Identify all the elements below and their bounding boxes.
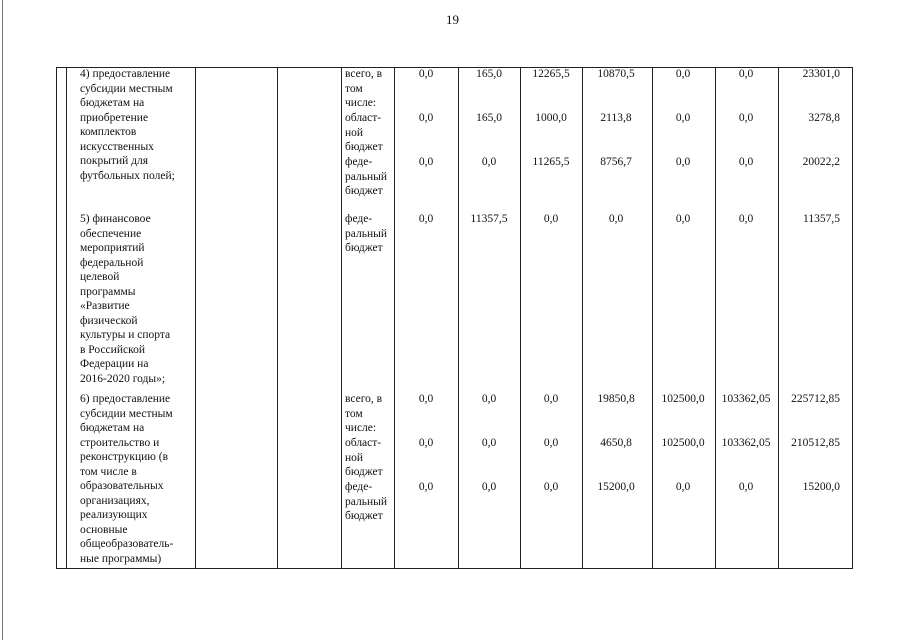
- funding-source-line: бюджет: [345, 185, 383, 197]
- funding-value: 15200,0: [597, 481, 635, 493]
- funding-value: 0,0: [738, 68, 754, 80]
- funding-value: 0,0: [418, 68, 434, 80]
- description-line: субсидии местным: [80, 407, 173, 420]
- funding-source-line: числе:: [345, 422, 377, 434]
- funding-value: 0,0: [418, 156, 434, 168]
- funding-source-line: бюджет: [345, 466, 383, 478]
- description-line: покрытий для: [80, 155, 149, 167]
- funding-source-line: всего, в: [345, 68, 383, 80]
- funding-value: 0,0: [481, 393, 497, 405]
- funding-value: 0,0: [738, 156, 754, 168]
- description-line: культуры и спорта: [80, 329, 171, 341]
- description-line: комплектов: [80, 126, 137, 138]
- description-line: образовательных: [80, 480, 164, 492]
- description-line: искусственных: [80, 140, 154, 153]
- funding-value: 0,0: [418, 112, 434, 124]
- funding-source-line: бюджет: [345, 242, 383, 254]
- description-line: федеральной: [80, 256, 144, 269]
- column-border: [66, 67, 67, 569]
- description-line: обеспечение: [80, 227, 142, 240]
- column-border: [195, 67, 196, 569]
- funding-source-line: том: [345, 407, 363, 420]
- funding-source-line: бюджет: [345, 510, 383, 522]
- funding-value: 210512,85: [791, 437, 840, 449]
- funding-value: 102500,0: [661, 437, 705, 449]
- funding-value: 15200,0: [802, 481, 840, 493]
- description-line: реконструкцию (в: [80, 451, 169, 463]
- funding-value: 0,0: [675, 156, 691, 168]
- description-line: реализующих: [80, 509, 148, 521]
- description-line: основные: [80, 523, 128, 536]
- funding-source-line: феде-: [345, 213, 373, 225]
- description-line: том числе в: [80, 465, 137, 478]
- column-border: [56, 67, 57, 569]
- column-border: [341, 67, 342, 569]
- funding-value: 0,0: [738, 481, 754, 493]
- measure-description: [80, 67, 192, 183]
- funding-value: 0,0: [543, 437, 559, 449]
- description-line: в Российской: [80, 343, 145, 356]
- funding-source-line: област-: [345, 437, 382, 449]
- funding-value: 12265,5: [532, 68, 570, 80]
- funding-value: 19850,8: [597, 393, 635, 405]
- funding-source-line: том: [345, 82, 363, 95]
- description-line: «Развитие: [80, 300, 130, 312]
- description-line: 5) финансовое: [80, 213, 151, 225]
- funding-source-line: феде-: [345, 156, 373, 168]
- description-line: Федерации на: [80, 358, 149, 370]
- funding-value: 103362,05: [721, 393, 771, 405]
- funding-source-line: ной: [345, 451, 364, 464]
- description-line: 2016-2020 годы»;: [80, 372, 166, 385]
- page-edge: [2, 0, 3, 640]
- funding-value: 11357,5: [470, 213, 508, 225]
- description-line: ные программы): [80, 552, 162, 565]
- funding-source-label: [345, 155, 395, 199]
- funding-source-label: [345, 392, 395, 436]
- description-line: бюджетам на: [80, 422, 145, 434]
- funding-value: 0,0: [418, 481, 434, 493]
- funding-source-line: ральный: [345, 227, 387, 240]
- row-border: [56, 568, 852, 569]
- description-line: субсидии местным: [80, 82, 173, 95]
- funding-value: 3278,8: [808, 112, 840, 124]
- column-border: [277, 67, 278, 569]
- funding-value: 0,0: [675, 68, 691, 80]
- funding-value: 20022,2: [802, 156, 840, 168]
- funding-value: 165,0: [476, 68, 502, 80]
- funding-value: 0,0: [738, 213, 754, 225]
- funding-value: 102500,0: [661, 393, 705, 405]
- column-border: [582, 67, 583, 569]
- funding-source-line: ральный: [345, 170, 387, 183]
- funding-value: 0,0: [418, 437, 434, 449]
- funding-value: 23301,0: [802, 68, 840, 80]
- funding-value: 0,0: [481, 481, 497, 493]
- funding-value: 1000,0: [535, 112, 567, 124]
- funding-value: 8756,7: [600, 156, 632, 168]
- funding-value: 0,0: [481, 156, 497, 168]
- funding-value: 11265,5: [532, 156, 570, 168]
- funding-value: 11357,5: [803, 213, 840, 225]
- funding-source-line: бюджет: [345, 141, 383, 153]
- column-border: [715, 67, 716, 569]
- column-border: [458, 67, 459, 569]
- funding-value: 0,0: [418, 213, 434, 225]
- funding-source-label: [345, 111, 395, 155]
- funding-value: 0,0: [543, 481, 559, 493]
- funding-value: 10870,5: [597, 68, 635, 80]
- funding-source-line: числе:: [345, 97, 377, 109]
- funding-value: 103362,05: [721, 437, 771, 449]
- column-border: [652, 67, 653, 569]
- description-line: программы: [80, 285, 136, 298]
- funding-source-label: [345, 67, 395, 111]
- description-line: футбольных полей;: [80, 169, 175, 182]
- funding-source-line: феде-: [345, 481, 373, 493]
- funding-value: 165,0: [476, 112, 502, 124]
- funding-value: 0,0: [418, 393, 434, 405]
- measure-description: [80, 212, 192, 386]
- funding-value: 4650,8: [600, 437, 632, 449]
- measure-description: [80, 392, 192, 566]
- description-line: организациях,: [80, 494, 150, 507]
- funding-value: 0,0: [675, 481, 691, 493]
- funding-value: 0,0: [608, 213, 624, 225]
- description-line: бюджетам на: [80, 97, 145, 109]
- funding-source-line: ной: [345, 126, 364, 139]
- column-border: [852, 67, 853, 569]
- funding-source-line: всего, в: [345, 393, 383, 405]
- column-border: [520, 67, 521, 569]
- description-line: 4) предоставление: [80, 68, 171, 80]
- funding-source-line: област-: [345, 112, 382, 124]
- page-number: 19: [446, 12, 459, 27]
- description-line: строительство и: [80, 436, 160, 449]
- description-line: общеобразователь-: [80, 538, 174, 550]
- description-line: приобретение: [80, 111, 149, 124]
- funding-source-label: [345, 436, 395, 480]
- funding-value: 0,0: [675, 112, 691, 124]
- funding-source-label: [345, 480, 395, 524]
- funding-value: 225712,85: [791, 393, 840, 405]
- funding-source-line: ральный: [345, 495, 387, 508]
- funding-source-label: [345, 212, 395, 256]
- funding-value: 0,0: [738, 112, 754, 124]
- funding-value: 2113,8: [600, 112, 632, 124]
- description-line: 6) предоставление: [80, 393, 171, 405]
- funding-value: 0,0: [543, 213, 559, 225]
- description-line: целевой: [80, 271, 120, 283]
- description-line: мероприятий: [80, 242, 145, 254]
- funding-value: 0,0: [543, 393, 559, 405]
- funding-value: 0,0: [675, 213, 691, 225]
- funding-value: 0,0: [481, 437, 497, 449]
- description-line: физической: [80, 314, 138, 327]
